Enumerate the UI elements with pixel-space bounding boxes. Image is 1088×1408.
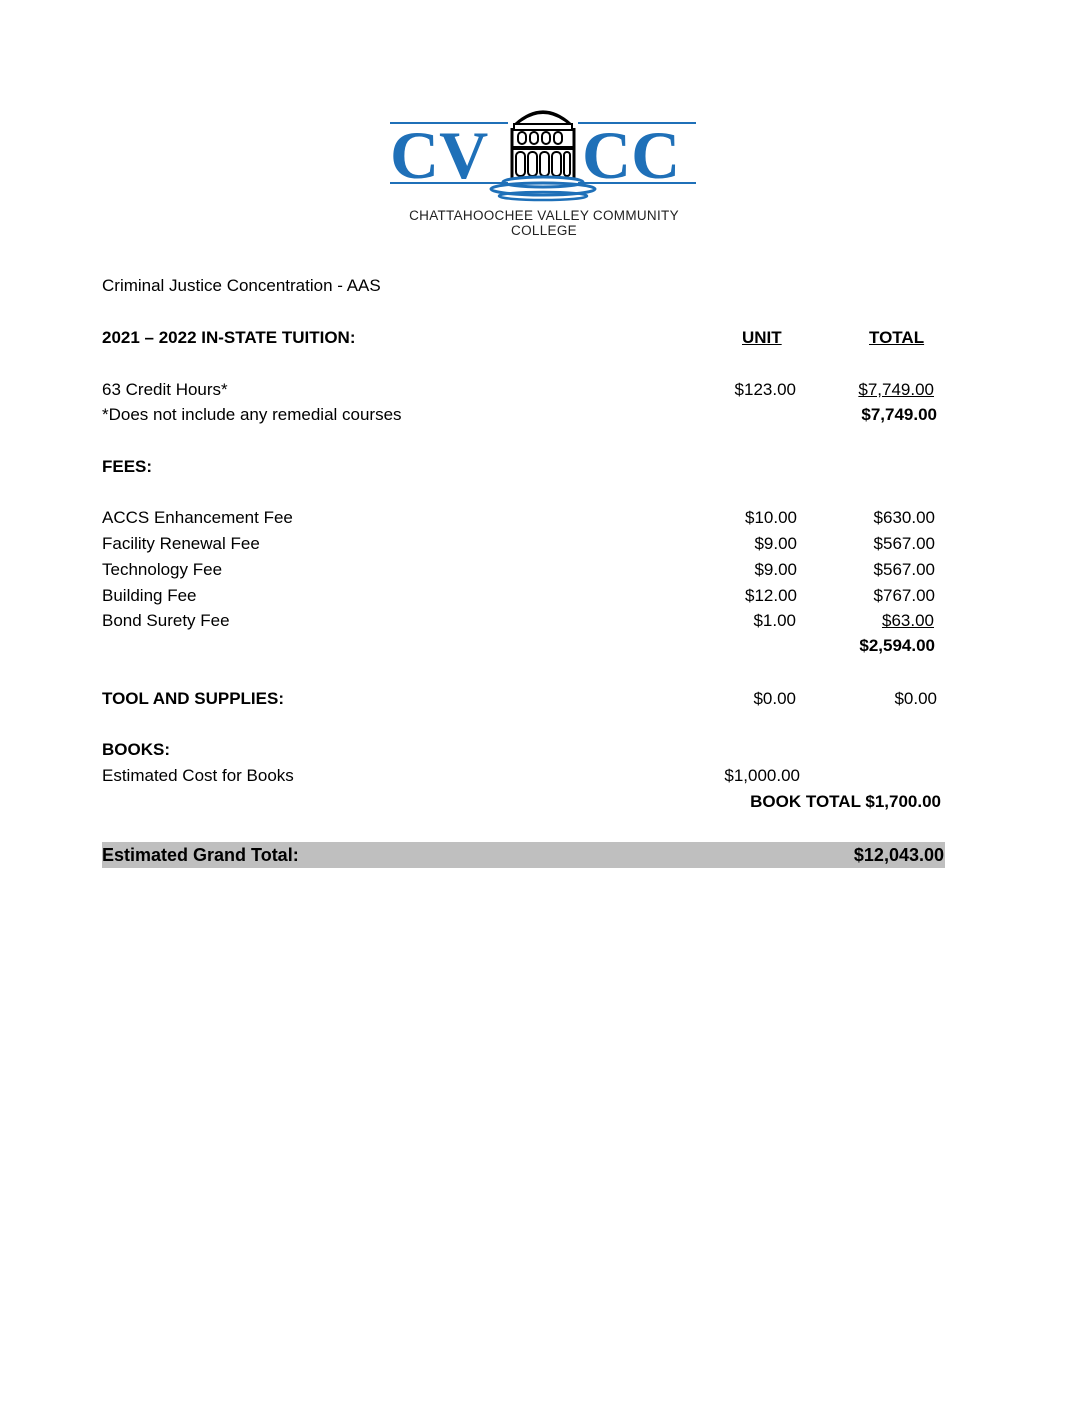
fee-label: Building Fee xyxy=(102,586,197,605)
credit-hours-label: 63 Credit Hours* xyxy=(102,380,228,399)
fees-heading: FEES: xyxy=(102,457,153,476)
logo-letters-left: CV xyxy=(390,117,489,193)
college-name: CHATTAHOOCHEE VALLEY COMMUNITY COLLEGE xyxy=(409,208,679,238)
rotunda-logo-icon xyxy=(388,98,700,226)
tools-total: $0.00 xyxy=(894,689,937,708)
grand-total-value: $12,043.00 xyxy=(853,845,944,865)
fee-total: $567.00 xyxy=(873,534,935,553)
fee-label: ACCS Enhancement Fee xyxy=(102,508,293,527)
tuition-subtotal: $7,749.00 xyxy=(861,405,937,424)
unit-column-header: UNIT xyxy=(742,328,782,347)
logo-letters-right: CC xyxy=(582,117,681,193)
fees-subtotal: $2,594.00 xyxy=(859,636,935,655)
fee-total: $767.00 xyxy=(873,586,935,605)
tools-unit: $0.00 xyxy=(753,689,796,708)
grand-total-label: Estimated Grand Total: xyxy=(102,845,299,865)
tuition-heading: 2021 – 2022 IN-STATE TUITION: xyxy=(102,328,356,347)
fee-unit: $1.00 xyxy=(753,611,796,630)
total-column-header: TOTAL xyxy=(869,328,925,347)
fee-unit: $9.00 xyxy=(754,534,797,553)
books-label: Estimated Cost for Books xyxy=(102,766,294,785)
credit-total-cost: $7,749.00 xyxy=(858,380,934,399)
college-logo xyxy=(388,98,700,226)
fee-total: $63.00 xyxy=(882,611,934,630)
fee-total: $567.00 xyxy=(873,560,935,579)
program-title: Criminal Justice Concentration - AAS xyxy=(102,276,381,295)
fee-unit: $9.00 xyxy=(754,560,797,579)
fee-label: Facility Renewal Fee xyxy=(102,534,260,553)
books-heading: BOOKS: xyxy=(102,740,170,759)
fee-label: Bond Surety Fee xyxy=(102,611,230,630)
credit-unit-cost: $123.00 xyxy=(734,380,796,399)
fee-unit: $12.00 xyxy=(745,586,797,605)
book-total: BOOK TOTAL $1,700.00 xyxy=(750,792,941,811)
remedial-note: *Does not include any remedial courses xyxy=(102,405,402,424)
fee-label: Technology Fee xyxy=(102,560,223,579)
tools-heading: TOOL AND SUPPLIES: xyxy=(102,689,284,708)
books-unit: $1,000.00 xyxy=(724,766,800,785)
fee-unit: $10.00 xyxy=(745,508,797,527)
fee-total: $630.00 xyxy=(873,508,935,527)
